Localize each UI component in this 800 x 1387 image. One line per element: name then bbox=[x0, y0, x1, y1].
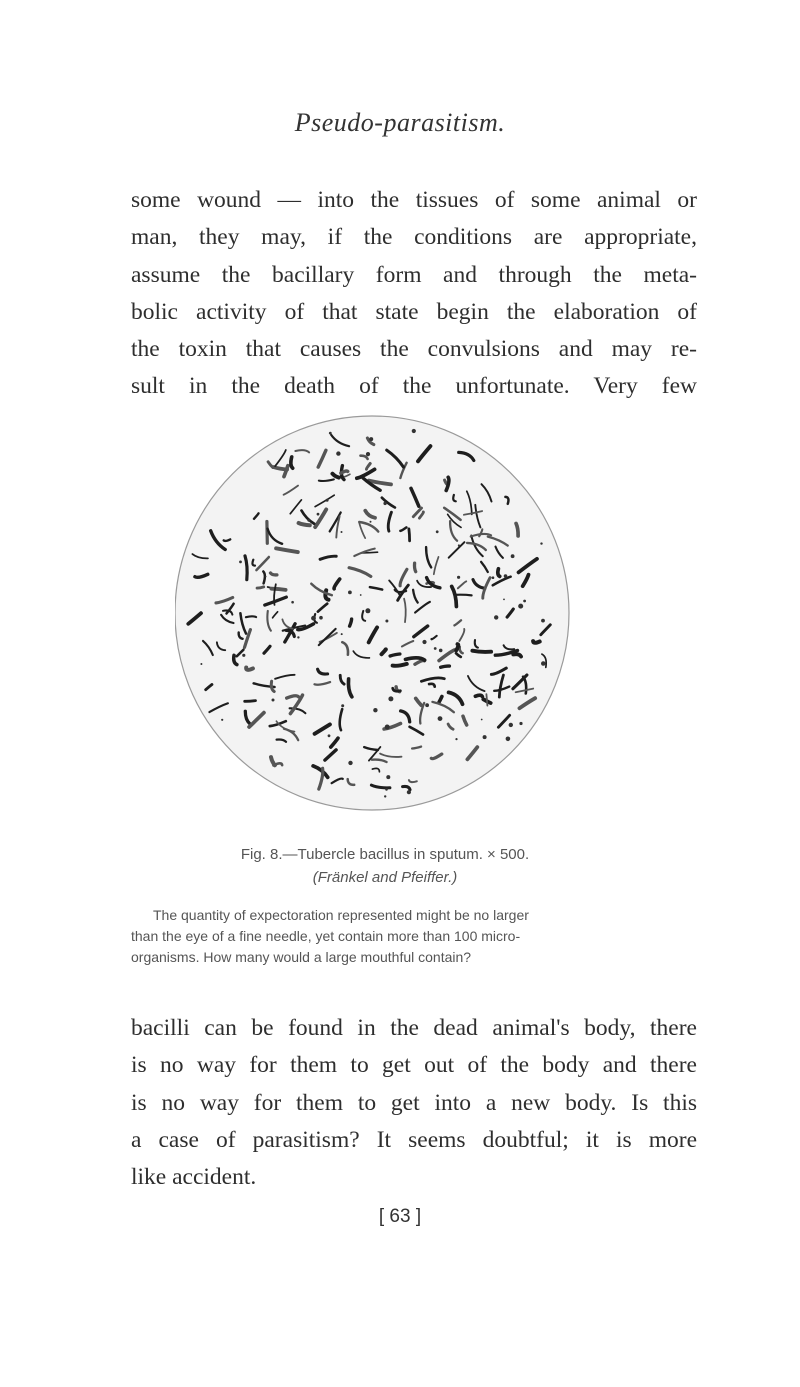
cell-debris bbox=[297, 636, 299, 638]
running-head: Pseudo-parasitism. bbox=[294, 108, 506, 137]
bacillus-rod bbox=[257, 587, 264, 588]
cell-debris bbox=[348, 591, 352, 595]
cell-debris bbox=[492, 576, 495, 579]
cell-debris bbox=[523, 600, 526, 603]
figure-note bbox=[131, 905, 691, 968]
cell-debris bbox=[503, 599, 505, 601]
cell-debris bbox=[412, 429, 416, 433]
cell-debris bbox=[481, 719, 483, 721]
cell-debris bbox=[341, 704, 344, 707]
bacillus-rod bbox=[456, 644, 458, 650]
text-line: some wound — into the tissues of some animal or bbox=[131, 187, 697, 213]
text-line: bolic activity of that state begin the elaboration of bbox=[131, 298, 697, 325]
cell-debris bbox=[518, 604, 523, 609]
bacillus-rod bbox=[516, 524, 518, 536]
cell-debris bbox=[242, 654, 245, 657]
cell-debris bbox=[370, 521, 372, 523]
cell-debris bbox=[494, 615, 498, 619]
figure-caption: Fig. 8.—Tubercle bacillus in sputum. × 500. bbox=[240, 846, 530, 863]
cell-debris bbox=[319, 616, 323, 620]
text-line: assume the bacillary form and through the meta- bbox=[131, 261, 697, 288]
text-line: is no way for them to get out of the body and there bbox=[131, 1052, 697, 1079]
bacillus-rod bbox=[475, 695, 482, 696]
figure-credit: (Fränkel and Pfeiffer.) bbox=[312, 869, 458, 886]
cell-debris bbox=[385, 620, 388, 623]
text-line: a case of parasitism? It seems doubtful; it is more bbox=[131, 1126, 697, 1153]
bacillus-rod bbox=[341, 471, 348, 473]
bacillus-rod bbox=[291, 457, 293, 468]
cell-debris bbox=[541, 619, 545, 623]
cell-debris bbox=[541, 661, 546, 666]
page-number: [ 63 ] bbox=[378, 1206, 422, 1227]
cell-debris bbox=[366, 452, 370, 456]
bacillus-rod bbox=[245, 701, 256, 702]
micrograph-figure bbox=[175, 398, 575, 828]
cell-debris bbox=[326, 499, 329, 502]
bacillus-rod bbox=[472, 651, 491, 652]
cell-debris bbox=[317, 513, 320, 516]
bacillus-rod bbox=[390, 654, 400, 656]
cell-debris bbox=[434, 647, 437, 650]
cell-debris bbox=[422, 640, 426, 644]
cell-debris bbox=[348, 761, 352, 765]
cell-debris bbox=[439, 649, 443, 653]
cell-debris bbox=[373, 708, 377, 712]
cell-debris bbox=[438, 716, 443, 721]
bacillus-rod bbox=[409, 529, 410, 541]
cell-debris bbox=[383, 502, 386, 505]
cell-debris bbox=[307, 519, 310, 522]
cell-debris bbox=[272, 699, 275, 702]
cell-debris bbox=[200, 663, 202, 665]
cell-debris bbox=[425, 703, 429, 707]
text-line: is no way for them to get into a new body. Is this bbox=[131, 1089, 697, 1116]
cell-debris bbox=[386, 775, 390, 779]
cell-debris bbox=[407, 790, 411, 794]
cell-debris bbox=[506, 737, 511, 742]
bacillus-rod bbox=[299, 523, 310, 525]
cell-debris bbox=[221, 719, 223, 721]
bacillus-rod bbox=[246, 616, 256, 617]
bacillus-rod bbox=[246, 668, 253, 670]
cell-debris bbox=[360, 594, 362, 596]
cell-debris bbox=[540, 542, 542, 544]
text-line: like accident. bbox=[131, 1164, 257, 1191]
cell-debris bbox=[511, 554, 515, 558]
bacillus-rod bbox=[498, 569, 500, 577]
bacillus-rod bbox=[350, 619, 352, 626]
cell-debris bbox=[311, 616, 316, 621]
cell-debris bbox=[239, 561, 242, 564]
note-line: The quantity of expectoration represented might be no larger bbox=[153, 907, 529, 923]
cell-debris bbox=[341, 633, 343, 635]
note-line: than the eye of a fine needle, yet contain more than 100 micro- bbox=[131, 928, 521, 944]
bacillus-rod bbox=[393, 664, 407, 666]
cell-debris bbox=[385, 725, 390, 730]
bacillus-rod bbox=[414, 563, 415, 571]
body-paragraph-bottom bbox=[131, 1010, 697, 1196]
cell-debris bbox=[504, 574, 508, 578]
cell-debris bbox=[336, 451, 340, 455]
bacillus-rod bbox=[274, 467, 288, 469]
cell-debris bbox=[265, 576, 267, 578]
cell-debris bbox=[483, 735, 487, 739]
cell-debris bbox=[329, 432, 332, 435]
cell-debris bbox=[384, 795, 386, 797]
bacillus-rod bbox=[486, 694, 487, 706]
cell-debris bbox=[328, 734, 331, 737]
text-line: the toxin that causes the convulsions and may re- bbox=[131, 336, 697, 363]
cell-debris bbox=[388, 696, 393, 701]
text-line: bacilli can be found in the dead animal's body, there bbox=[131, 1015, 697, 1041]
bacillus-rod bbox=[533, 641, 540, 643]
cell-debris bbox=[365, 608, 370, 613]
cell-debris bbox=[436, 530, 439, 533]
cell-debris bbox=[291, 601, 294, 604]
text-line: sult in the death of the unfortunate. Very few bbox=[131, 373, 697, 400]
note-line: organisms. How many would a large mouthful contain? bbox=[131, 949, 472, 965]
cell-debris bbox=[385, 788, 388, 791]
cell-debris bbox=[369, 437, 373, 441]
cell-debris bbox=[519, 722, 522, 725]
cell-debris bbox=[457, 576, 460, 579]
cell-debris bbox=[341, 531, 343, 533]
bacillus-rod bbox=[271, 589, 285, 590]
cell-debris bbox=[458, 544, 460, 546]
body-paragraph-top bbox=[131, 182, 697, 406]
bacillus-rod bbox=[456, 595, 472, 596]
text-line: man, they may, if the conditions are appropriate, bbox=[131, 224, 697, 251]
micrograph-illustration bbox=[175, 398, 575, 828]
cell-debris bbox=[455, 738, 457, 740]
bacillus-rod bbox=[441, 666, 450, 667]
cell-debris bbox=[509, 723, 513, 727]
